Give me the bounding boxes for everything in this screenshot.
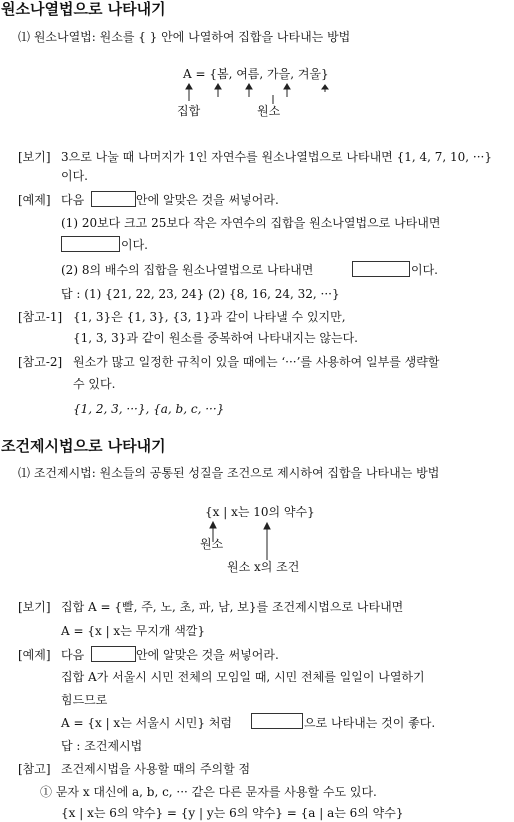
roster-diagram-label-set: 집합 (177, 104, 201, 118)
blank-box (352, 261, 410, 277)
note-tag: [참고] (18, 762, 51, 776)
example-text-cont: 이다. (61, 169, 88, 183)
problem-intro-b: 안에 알맞은 것을 써넣어라. (136, 648, 279, 662)
problem-item-1: (1) 20보다 크고 25보다 작은 자연수의 집합을 원소나열법으로 나타내면 (61, 216, 441, 230)
note-title: 조건제시법을 사용할 때의 주의할 점 (61, 762, 251, 776)
note-tag: [참고-2] (18, 355, 63, 369)
section-heading-roster: 원소나열법으로 나타내기 (1, 0, 166, 18)
problem-line-end: 으로 나타내는 것이 좋다. (304, 716, 436, 730)
problem-answer: 답 : (1) {21, 22, 23, 24} (2) {8, 16, 24, 32, ···} (61, 287, 340, 301)
problem-intro-a: 다음 (61, 193, 85, 207)
problem-item-2-end: 이다. (411, 263, 438, 277)
note-item: ① 문자 x 대신에 a, b, c, ··· 같은 다른 문자를 사용할 수도 있다. (40, 785, 377, 799)
note-line: 원소가 많고 일정한 규칙이 있을 때에는 ‘···’를 사용하여 일부를 생략할 (73, 355, 440, 369)
blank-box (91, 191, 136, 207)
builder-diagram-set: {x | x는 10의 약수} (205, 505, 315, 519)
problem-line: 힘드므로 (61, 693, 108, 707)
example-text-cont: A = {x | x는 무지개 색깔} (61, 624, 206, 638)
problem-intro-b: 안에 알맞은 것을 써넣어라. (136, 193, 279, 207)
blank-box (61, 236, 120, 252)
section-heading-builder: 조건제시법으로 나타내기 (1, 437, 166, 455)
note-line: {1, 2, 3, ···}, {a, b, c, ···} (73, 402, 225, 416)
blank-box (251, 713, 303, 729)
roster-diagram-set: A = {봄, 여름, 가을, 겨울} (183, 67, 329, 81)
problem-answer: 답 : 조건제시법 (61, 739, 143, 753)
note-item-example: {x | x는 6의 약수} = {y | y는 6의 약수} = {a | a는 6의 약수} (61, 806, 404, 820)
roster-definition: ⑴ 원소나열법: 원소를 { } 안에 나열하여 집합을 나타내는 방법 (18, 30, 351, 44)
builder-diagram-label-elem: 원소 (200, 537, 224, 551)
problem-tag: [예제] (18, 648, 51, 662)
note-line: {1, 3}은 {1, 3}, {3, 1}과 같이 나타낼 수 있지만, (73, 310, 346, 324)
example-tag: [보기] (18, 600, 51, 614)
problem-item-2: (2) 8의 배수의 집합을 원소나열법으로 나타내면 (61, 263, 314, 277)
note-line: {1, 3, 3}과 같이 원소를 중복하여 나타내지는 않는다. (73, 331, 358, 345)
example-text: 3으로 나눌 때 나머지가 1인 자연수를 원소나열법으로 나타내면 {1, 4, 7, 10, ···} (61, 150, 492, 164)
blank-box (91, 646, 136, 662)
problem-line: A = {x | x는 서울시 시민} 처럼 (61, 716, 233, 730)
problem-tag: [예제] (18, 193, 51, 207)
example-tag: [보기] (18, 150, 51, 164)
problem-line: 집합 A가 서울시 시민 전체의 모임일 때, 시민 전체를 일일이 나열하기 (61, 670, 425, 684)
problem-item-1-end: 이다. (121, 238, 148, 252)
builder-diagram-label-cond: 원소 x의 조건 (227, 560, 300, 574)
note-line: 수 있다. (73, 377, 116, 391)
note-tag: [참고-1] (18, 310, 63, 324)
roster-diagram-label-elem: 원소 (257, 104, 281, 118)
problem-intro-a: 다음 (61, 648, 85, 662)
example-text: 집합 A = {빨, 주, 노, 초, 파, 남, 보}를 조건제시법으로 나타내면 (61, 600, 404, 614)
builder-definition: ⑴ 조건제시법: 원소들의 공통된 성질을 조건으로 제시하여 집합을 나타내는 방법 (18, 466, 440, 480)
